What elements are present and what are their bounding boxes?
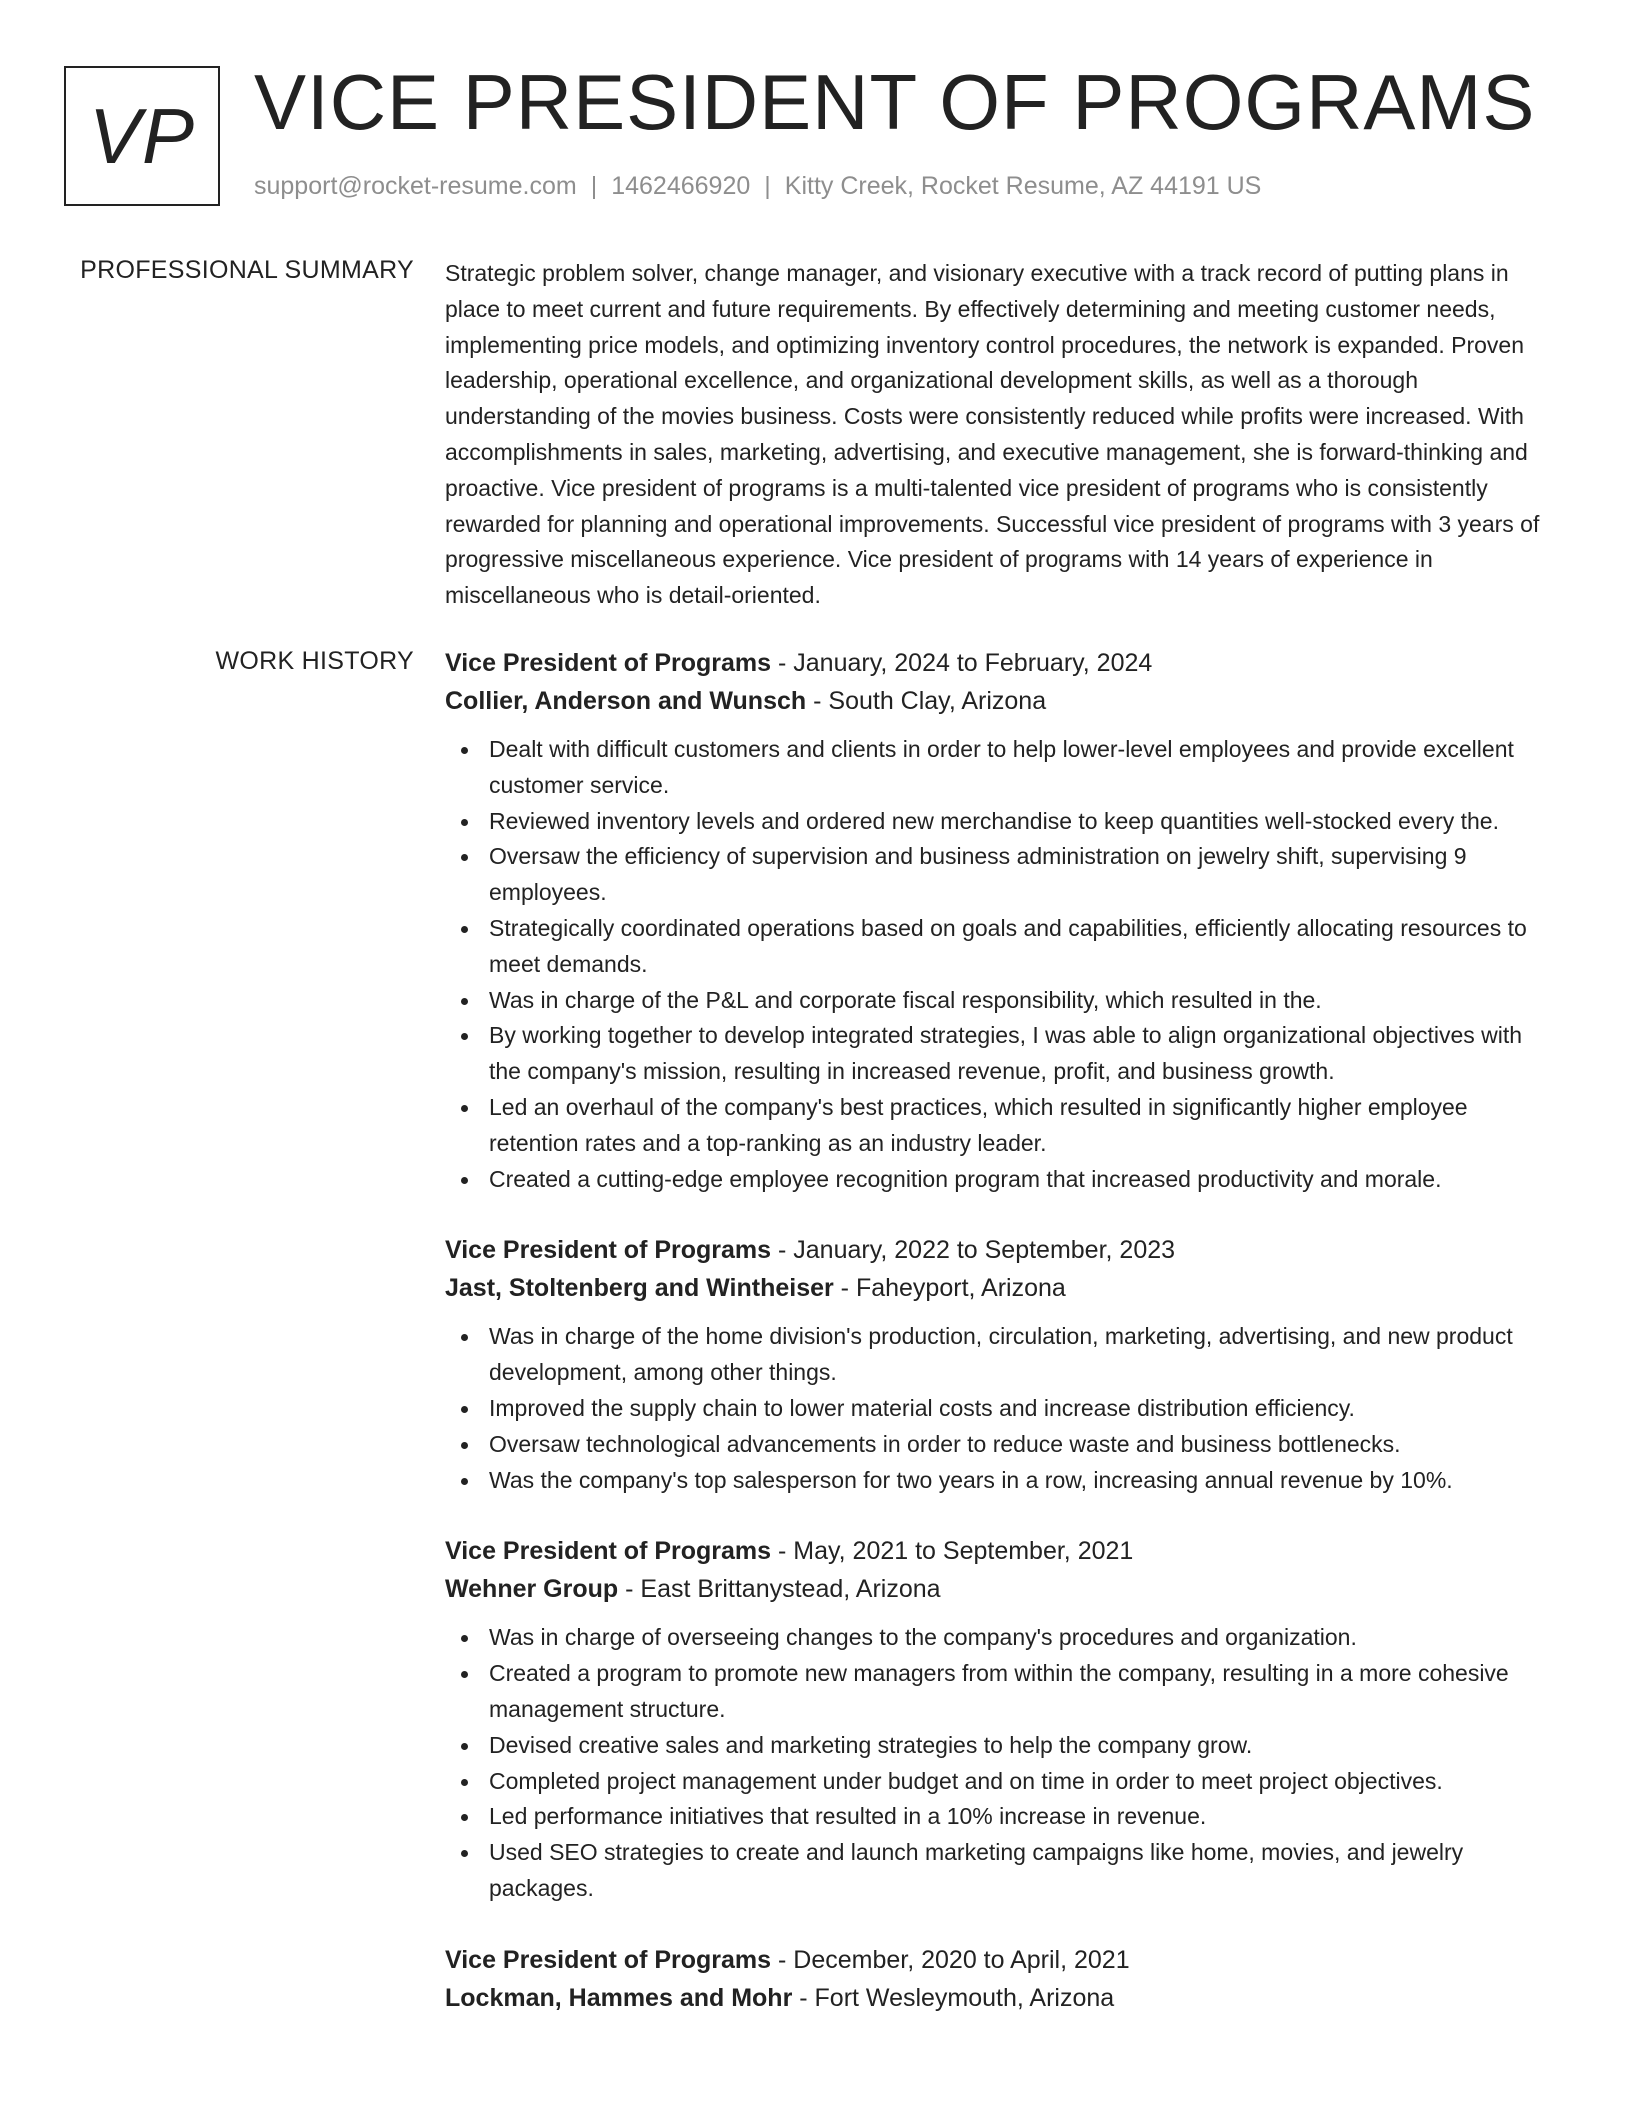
page-title: VICE PRESIDENT OF PROGRAMS [254, 58, 1536, 146]
monogram-logo: VP [64, 66, 220, 206]
contact-separator: | [764, 172, 771, 200]
job-location: - South Clay, Arizona [806, 687, 1047, 715]
job-title-line [445, 1941, 1560, 1979]
job-bullet: Created a program to promote new managers from within the company, resulting in a more cohesive management structure. [445, 1656, 1560, 1728]
job-company-line [445, 682, 1560, 720]
job-bullet: By working together to develop integrated strategies, I was able to align organizational objectives with the company's mission, resulting in increased revenue, profit, and business growth. [445, 1018, 1560, 1090]
job-title: Vice President of Programs [445, 1236, 772, 1265]
job-title: Vice President of Programs [445, 1537, 772, 1566]
job-bullet: Used SEO strategies to create and launch marketing campaigns like home, movies, and jewelry packages. [445, 1835, 1560, 1907]
job-bullet: Was in charge of the home division's production, circulation, marketing, advertising, and new product development, among other things. [445, 1319, 1560, 1391]
job-bullet: Improved the supply chain to lower material costs and increase distribution efficiency. [445, 1391, 1560, 1427]
job-bullet: Led performance initiatives that resulted in a 10% increase in revenue. [445, 1799, 1560, 1835]
job-company: Lockman, Hammes and Mohr [445, 1983, 793, 2012]
job-bullet: Was in charge of overseeing changes to the company's procedures and organization. [445, 1620, 1560, 1656]
job-bullet: Strategically coordinated operations based on goals and capabilities, efficiently allocating resources to meet demands. [445, 911, 1560, 983]
job-bullets [445, 732, 1560, 1197]
job-entry [445, 644, 1560, 1197]
summary-text: Strategic problem solver, change manager, and visionary executive with a track record of putting plans in place to meet current and future requirements. By effectively determining and meeting customer needs, implementing price models, and optimizing inventory control procedures, the network is expanded. Proven leadership, operational excellence, and organizational development skills, as well as a thorough understanding of the movies business. Costs were consistently reduced while profits were increased. With accomplishments in sales, marketing, advertising, and executive management, she is forward-thinking and proactive. Vice president of programs is a multi-talented vice president of programs who is consistently rewarded for planning and operational improvements. Successful vice president of programs with 3 years of progressive miscellaneous experience. Vice president of programs with 14 years of experience in miscellaneous who is detail-oriented. [445, 260, 1540, 609]
job-location: - Faheyport, Arizona [833, 1274, 1066, 1303]
contact-line [254, 172, 1261, 201]
job-bullet: Devised creative sales and marketing strategies to help the company grow. [445, 1728, 1560, 1764]
job-bullets [445, 1319, 1560, 1498]
job-bullet: Dealt with difficult customers and clients in order to help lower-level employees and provide excellent customer service. [445, 732, 1560, 804]
job-bullets [445, 1620, 1560, 1906]
job-entry [445, 1941, 1560, 2017]
job-dates: - January, 2022 to September, 2023 [771, 1236, 1176, 1265]
job-bullet: Oversaw the efficiency of supervision and business administration on jewelry shift, supervising 9 employees. [445, 839, 1560, 911]
contact-address: Kitty Creek, Rocket Resume, AZ 44191 US [784, 172, 1262, 200]
work-history-list [445, 644, 1560, 2051]
contact-phone: 1462466920 [611, 172, 751, 200]
job-company: Jast, Stoltenberg and Wintheiser [445, 1274, 834, 1303]
job-location: - Fort Wesleymouth, Arizona [792, 1983, 1115, 2012]
job-bullet: Reviewed inventory levels and ordered new merchandise to keep quantities well-stocked every the. [445, 804, 1560, 840]
job-dates: - January, 2024 to February, 2024 [771, 649, 1153, 677]
job-company-line [445, 1570, 1560, 1608]
job-company-line [445, 1269, 1560, 1307]
contact-separator: | [590, 172, 598, 200]
job-title: Vice President of Programs [445, 649, 772, 677]
job-bullet: Led an overhaul of the company's best practices, which resulted in significantly higher employee retention rates and a top-ranking as an industry leader. [445, 1090, 1560, 1162]
job-title: Vice President of Programs [445, 1945, 772, 1974]
job-dates: - May, 2021 to September, 2021 [771, 1537, 1134, 1566]
job-bullet: Created a cutting-edge employee recognition program that increased productivity and morale. [445, 1162, 1560, 1198]
job-entry [445, 1532, 1560, 1906]
job-entry [445, 1231, 1560, 1498]
job-bullet: Oversaw technological advancements in order to reduce waste and business bottlenecks. [445, 1427, 1560, 1463]
job-title-line [445, 644, 1560, 682]
job-bullet: Completed project management under budget and on time in order to meet project objectives. [445, 1764, 1560, 1800]
job-location: - East Brittanystead, Arizona [618, 1575, 941, 1604]
job-bullet: Was the company's top salesperson for two years in a row, increasing annual revenue by 10%. [445, 1463, 1560, 1499]
summary-section-label: PROFESSIONAL SUMMARY [80, 256, 414, 284]
job-dates: - December, 2020 to April, 2021 [771, 1945, 1130, 1974]
job-title-line [445, 1231, 1560, 1269]
job-bullet: Was in charge of the P&L and corporate fiscal responsibility, which resulted in the. [445, 983, 1560, 1019]
job-company: Collier, Anderson and Wunsch [445, 687, 807, 715]
contact-email: support@rocket-resume.com [254, 172, 577, 200]
work-history-section-label: WORK HISTORY [215, 647, 414, 675]
job-company-line [445, 1979, 1560, 2017]
job-title-line [445, 1532, 1560, 1570]
job-company: Wehner Group [445, 1575, 619, 1604]
